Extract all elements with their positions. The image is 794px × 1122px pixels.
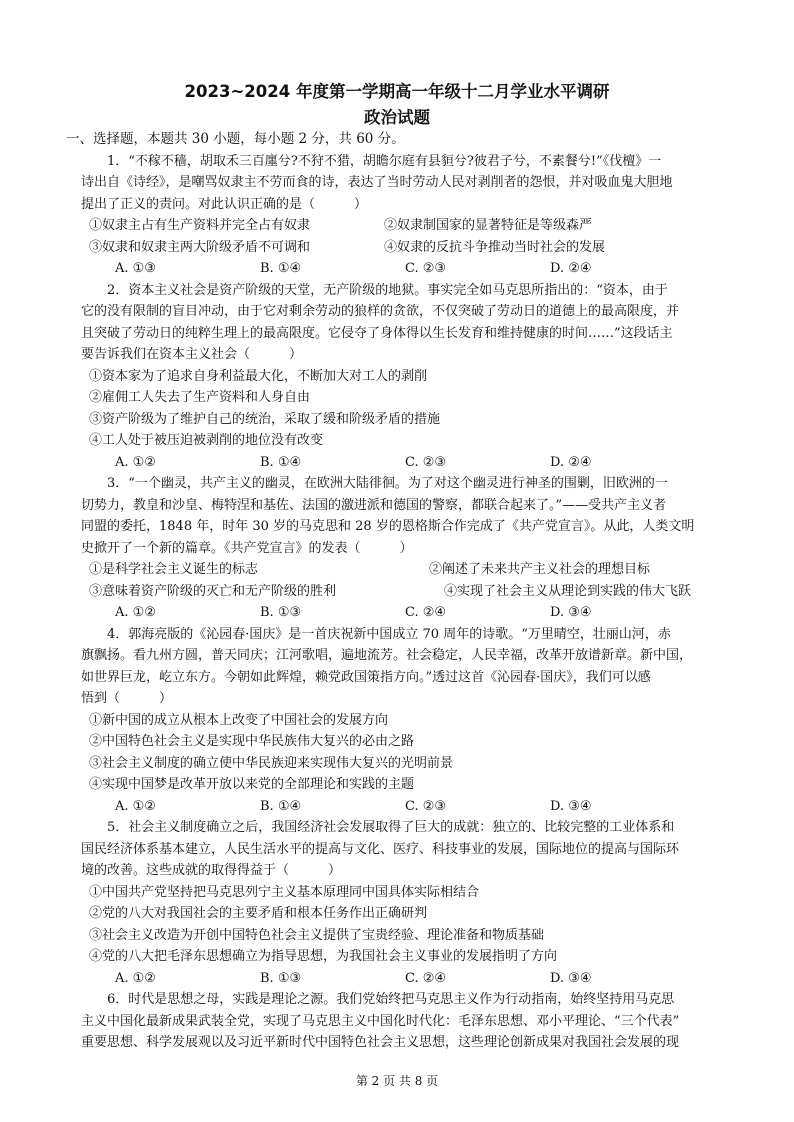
- option-c: C. ②③: [405, 798, 447, 814]
- statement: ②党的八大对我国社会的主要矛盾和根本任务作出正确研判: [89, 906, 428, 921]
- question-text-line: 6．时代是思想之母，实践是理论之源。我们党始终把马克思主义作为行动指南，始终坚持用马克思: [107, 992, 675, 1007]
- statement: ①中国共产党坚持把马克思列宁主义基本原理同中国具体实际相结合: [89, 884, 480, 900]
- question-5: [81, 817, 717, 989]
- statement: ④党的八大把毛泽东思想确立为指导思想，为我国社会主义事业的发展指明了方向: [89, 949, 558, 964]
- answer-options: [81, 258, 717, 280]
- question-text-line: 重要思想、科学发展观以及习近平新时代中国特色社会主义思想，这些理论创新成果对我国社会发展的现: [81, 1035, 680, 1050]
- statement: ③意味着资产阶级的灭亡和无产阶级的胜利: [89, 583, 337, 599]
- option-b: B. ①③: [260, 970, 302, 986]
- question-text-line: 主义中国化最新成果武装全党，实现了马克思主义中国化时代化：毛泽东思想、邓小平理论、“三个代表”: [81, 1013, 680, 1029]
- option-c: C. ②④: [405, 970, 447, 986]
- answer-options: [81, 602, 717, 624]
- question-text-line: 如世界巨龙，屹立东方。今朝如此辉煌，赖党政国策指方向。”透过这首《沁园春·国庆》，我们可以感: [81, 669, 651, 685]
- option-b: B. ①③: [260, 605, 302, 620]
- question-text-line: 5．社会主义制度确立之后，我国经济社会发展取得了巨大的成就：独立的、比较完整的工业体系和: [107, 820, 675, 835]
- statement: ④奴隶的反抗斗争推动当时社会的发展: [384, 239, 606, 255]
- question-text-line: 且突破了劳动日的纯粹生理上的最高限度。它侵夺了身体得以生长发育和维持健康的时间……”这段话主: [81, 325, 673, 341]
- option-b: B. ①④: [260, 454, 302, 470]
- option-d: D. ②④: [550, 454, 592, 470]
- statement: ①奴隶主占有生产资料并完全占有奴隶: [89, 218, 311, 233]
- question-4: [81, 624, 717, 818]
- question-2: [81, 280, 717, 474]
- statement-row: [81, 559, 717, 581]
- option-a: A. ①②: [115, 454, 156, 470]
- option-b: B. ①④: [260, 261, 302, 276]
- question-text-line: 提出了正义的责问。对此认识正确的是（ ）: [81, 196, 368, 212]
- statement: ④实现了社会主义从理论到实践的伟大飞跃: [444, 583, 692, 599]
- question-text-line: 3．“一个幽灵，共产主义的幽灵，在欧洲大陆徘徊。为了对这个幽灵进行神圣的围剿，旧欧洲的一: [107, 476, 668, 491]
- question-text-line: 要告诉我们在资本主义社会（ ）: [81, 347, 303, 362]
- statement: ②阐述了未来共产主义社会的理想目标: [429, 562, 651, 577]
- answer-options: [81, 796, 717, 818]
- statement-row: [81, 215, 717, 237]
- statement: ①资本家为了追求自身利益最大化，不断加大对工人的剥削: [89, 368, 428, 384]
- statement: ①是科学社会主义诞生的标志: [89, 562, 259, 577]
- question-text-line: 旗飘扬。看九州方圆，普天同庆；江河歌唱，遍地流芳。社会稳定，人民幸福，改革开放谱新章。新中国，: [81, 648, 693, 663]
- question-text-line: 史掀开了一个新的篇章。《共产党宣言》的发表（ ）: [81, 540, 413, 556]
- option-d: D. ③④: [550, 798, 592, 814]
- statement: ④实现中国梦是改革开放以来党的全部理论和实践的主题: [89, 777, 415, 792]
- page-number: 第 2 页 共 8 页: [355, 1074, 439, 1088]
- answer-options: [81, 452, 717, 474]
- question-6: [81, 989, 717, 1054]
- question-text-line: 境的改善。这些成就的取得得益于（ ）: [81, 863, 342, 878]
- question-text-line: 1．“不稼不穑，胡取禾三百廛兮?不狩不猎，胡瞻尔庭有县貆兮?彼君子兮，不素餐兮!”《伐檀》一: [107, 153, 662, 169]
- statement: ④工人处于被压迫被剥削的地位没有改变: [89, 433, 324, 448]
- question-1: [81, 151, 717, 280]
- answer-options: [81, 968, 717, 990]
- question-text-line: 国民经济体系基本建立，人民生活水平的提高与文化、医疗、科技事业的发展，国际地位的提高与国际环: [81, 841, 680, 857]
- statement: ②奴隶制国家的显著特征是等级森严: [384, 218, 593, 233]
- statement-row: [81, 581, 717, 603]
- statement: ③奴隶和奴隶主两大阶级矛盾不可调和: [89, 239, 311, 255]
- option-c: C. ②③: [405, 454, 447, 470]
- statement: ②中国特色社会主义是实现中华民族伟大复兴的必由之路: [89, 734, 415, 749]
- statement: ①新中国的成立从根本上改变了中国社会的发展方向: [89, 712, 389, 728]
- question-text-line: 同盟的委托，1848 年，时年 30 岁的马克思和 28 岁的恩格斯合作完成了《共产党宣言》。从此，人类文明: [81, 519, 695, 534]
- option-a: A. ①②: [115, 605, 156, 620]
- exam-title: 2023~2024 年度第一学期高一年级十二月学业水平调研: [184, 82, 610, 101]
- question-text-line: 切势力，教皇和沙皇、梅特涅和基佐、法国的激进派和德国的警察，都联合起来了。”——受共产主义者: [81, 497, 667, 513]
- option-c: C. ②④: [405, 605, 447, 620]
- option-d: D. ③④: [550, 970, 592, 986]
- question-text-line: 诗出自《诗经》，是嘲骂奴隶主不劳而食的诗，表达了当时劳动人民对剥削者的怨恨，并对吸血鬼大胆地: [81, 175, 673, 190]
- exam-content: [66, 129, 717, 1054]
- statement: ③社会主义改造为开创中国特色社会主义提供了宝贵经验、理论准备和物质基础: [89, 927, 545, 943]
- question-text-line: 它的没有限制的盲目冲动，由于它对剩余劳动的狼样的贪欲，不仅突破了劳动日的道德上的最高限度，并: [81, 304, 680, 319]
- question-3: [81, 473, 717, 624]
- statement: ②雇佣工人失去了生产资料和人身自由: [89, 390, 311, 405]
- statement: ③资产阶级为了维护自己的统治，采取了缓和阶级矛盾的措施: [89, 411, 441, 427]
- exam-subtitle: 政治试题: [364, 108, 430, 127]
- question-text-line: 悟到（ ）: [81, 691, 173, 706]
- statement: ③社会主义制度的确立使中华民族迎来实现伟大复兴的光明前景: [89, 755, 454, 771]
- option-c: C. ②③: [405, 261, 447, 276]
- option-d: D. ②④: [550, 261, 592, 276]
- section-heading: 一、选择题，本题共 30 小题，每小题 2 分，共 60 分。: [66, 131, 405, 147]
- question-text-line: 2．资本主义社会是资产阶级的天堂，无产阶级的地狱。事实完全如马克思所指出的：“资本，由于: [107, 282, 668, 298]
- option-a: A. ①②: [115, 798, 156, 814]
- option-a: A. ①③: [115, 261, 156, 276]
- option-a: A. ①②: [115, 970, 156, 986]
- statement-row: [81, 237, 717, 259]
- option-b: B. ①④: [260, 798, 302, 814]
- option-d: D. ③④: [550, 605, 592, 620]
- question-text-line: 4．郭海亮版的《沁园春·国庆》是一首庆祝新中国成立 70 周年的诗歌。“万里晴空，壮丽山河，赤: [107, 626, 671, 642]
